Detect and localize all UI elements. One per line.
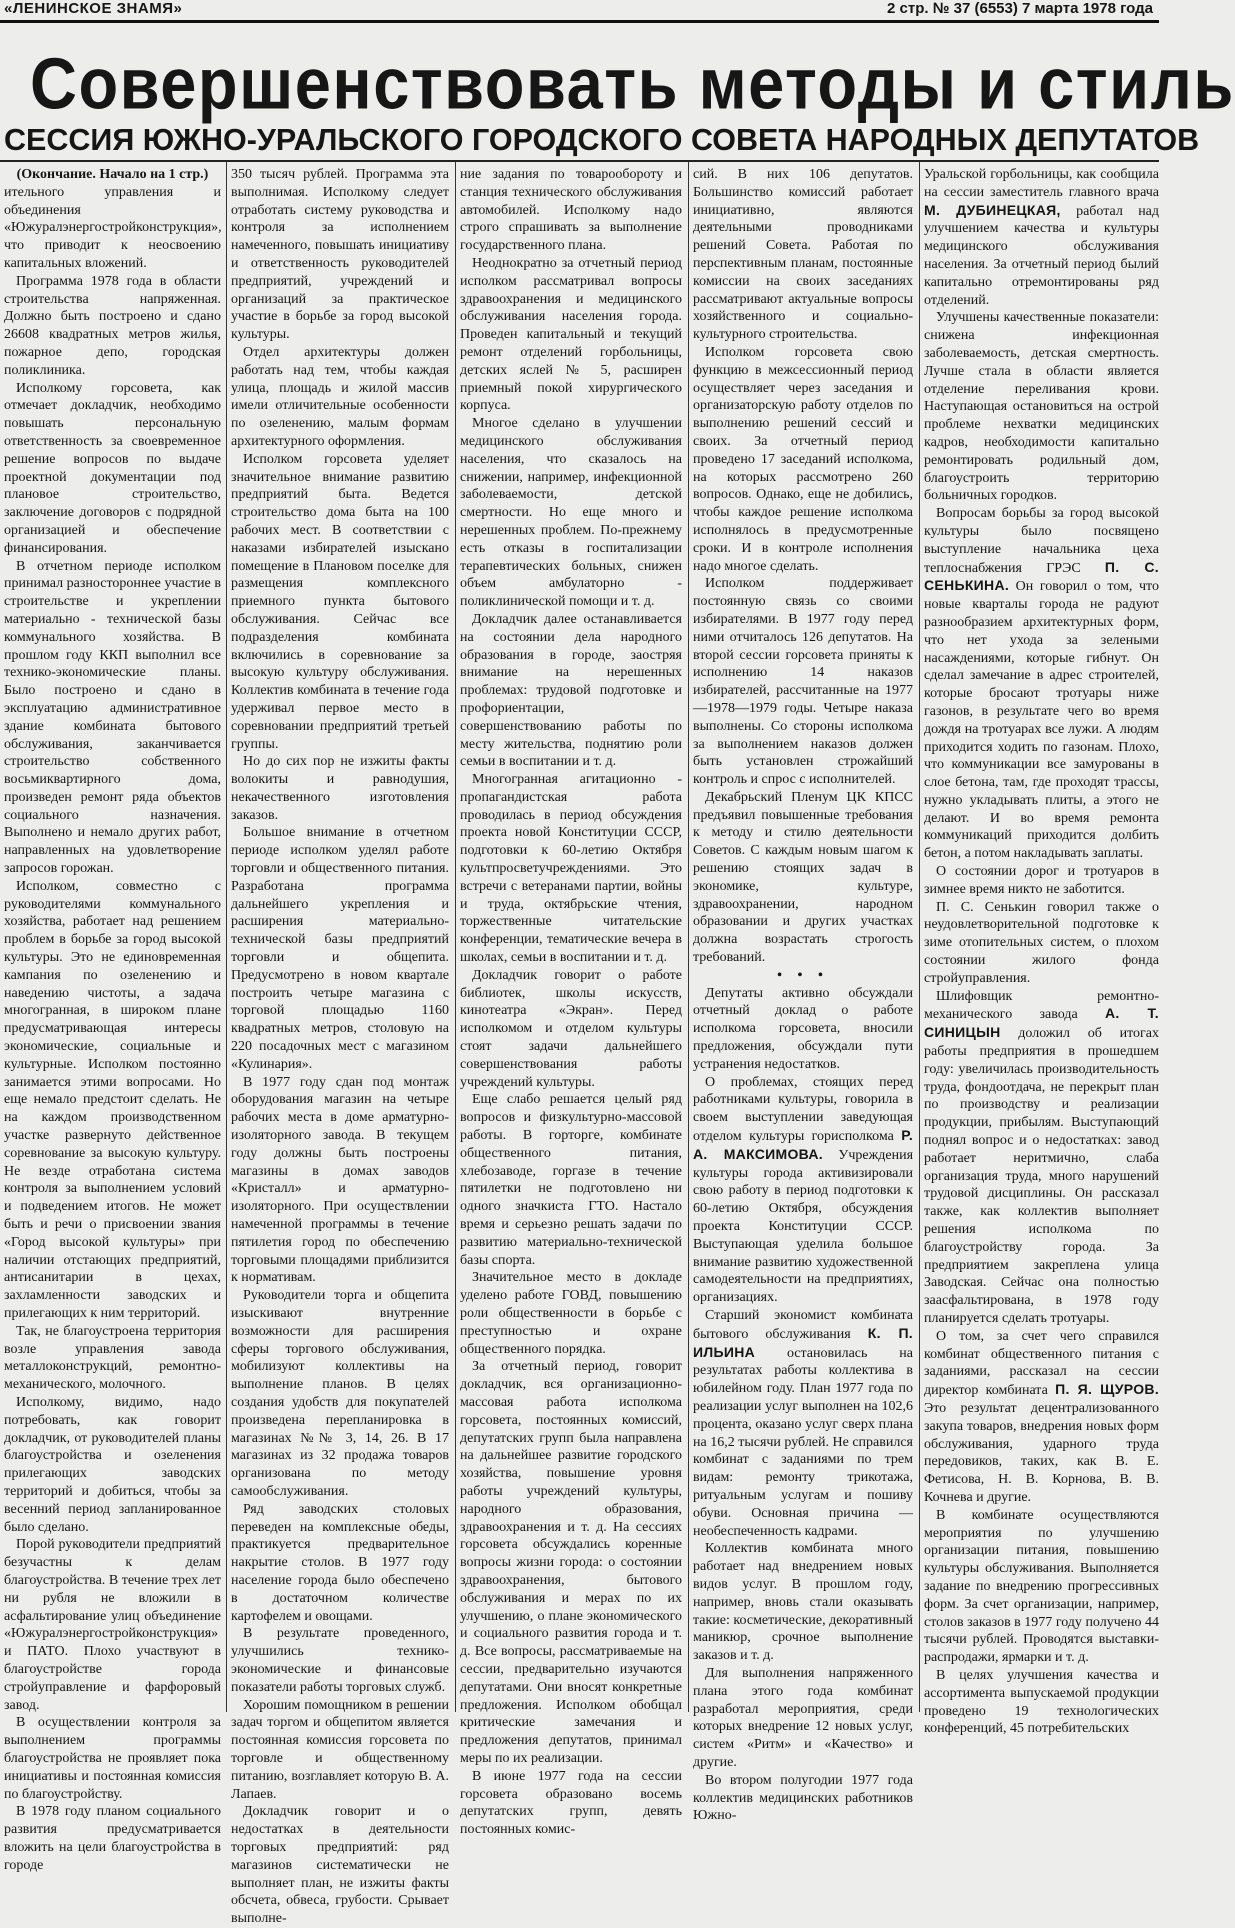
continuation-note: (Окончание. Начало на 1 стр.)	[16, 167, 209, 182]
paragraph: сий. В них 106 депутатов. Большинство комиссий работает инициативно, являются деятельными проводниками решений Совета. Работая по перспективным планам, постоянные комиссии на своих заседаниях рассматривают актуальные вопросы хозяйственного и социально-культурного строительства.	[693, 167, 913, 343]
paragraph-text: Вопросам борьбы за город высокой культуры было посвящено выступление начальника цеха теплоснабжения ГРЭС	[924, 506, 1159, 576]
paragraph: Большое внимание в отчетном периоде исполком уделял работе торговли и общественного питания. Разработана программа дальнейшего укрепления и расширения материально-технической базы предприятий торговли и общепита. Предусмотрено в новом квартале построить четыре магазина с торговой площадью 1160 квадратных метров, столовую на 220 посадочных мест с магазином «Кулинария».	[231, 825, 449, 1072]
paragraph-text: О проблемах, стоящих перед работниками культуры, говорила в своем выступлении заведующая отделом культуры горисполкома	[693, 1074, 913, 1145]
section-separator: • • •	[777, 967, 829, 983]
paragraph: В отчетном периоде исполком принимал разностороннее участие в строительстве и укреплении материально - технической базы коммунального хозяйства. В прошлом году ККП выполнил все технико-экономические планы. Было построено и сдано в эксплуатацию административное здание комбината бытового обслуживания, заканчивается строительство собственного восьмиквартирного дома, произведен ремонт ряда объектов социального назначения. Выполнено и немало других работ, направленных на удовлетворение запросов горожан.	[4, 558, 221, 877]
paragraph: Депутаты активно обсуждали отчетный доклад о работе исполкома горсовета, вносили предложения, обсуждали пути устранения недостатков.	[693, 985, 913, 1072]
paragraph: Порой руководители предприятий безучастны к делам благоустройства. В течение трех лет ни рубля не вложили в асфальтирование улиц объединение «Южуралэнергостройконструкция» и ПАТО. Плохо участвуют в благоустройстве города стройуправление и фарфоровый завод.	[4, 1537, 221, 1713]
paragraph: Исполком, совместно с руководителями коммунального хозяйства, работает над решением проблем в борьбе за город высокой культуры. Это не единовременная кампания по озеленению и наведению чистоты, а задача многогранная, в широком плане предусматривающая интересы экономические, социальные и культурные. Исполком постоянно занимается этими вопросами. Но еще немало предстоит сделать. Не на каждом производственном участке развернуто действенное соревнование за высокую культуру. Не везде отработана система контроля за выполнением условий и подведением итогов. Не может быть и речи о присвоении звания «Город высокой культуры» при наличии отстающих предприятий, антисанитарии в цехах, захламленности заводских и прилегающих к ним территорий.	[4, 878, 221, 1321]
paragraph: В целях улучшения качества и ассортимента выпускаемой продукции проведено 19 технологических конференций, 45 потребительских	[924, 1667, 1159, 1737]
paragraph: Значительное место в докладе уделено работе ГОВД, повышению роли общественности в борьбе с преступностью и охране общественного порядка.	[460, 1270, 682, 1357]
paragraph: Исполком горсовета свою функцию в межсессионный период осуществляет через заседания и организаторскую работу отделов по выполнению решений сессий и своих. За отчетный период проведено 17 заседаний исполкома, на которых рассмотрено 260 вопросов. Однако, еще не добились, чтобы каждое решение исполкома исполнялось в предусмотренные сроки. И в контроле исполнения надо многое сделать.	[693, 344, 913, 574]
column-divider	[688, 162, 689, 1712]
paragraph: В осуществлении контроля за выполнением программы благоустройства не проявляет пока инициативы и постоянная комиссия по благоустройству.	[4, 1715, 221, 1802]
paragraph: В 1978 году планом социального развития предусматривается вложить на цели благоустройства в городе	[4, 1804, 221, 1873]
paragraph	[693, 1074, 913, 1307]
column-divider	[226, 162, 227, 1712]
paragraph: В результате проведенного, улучшились технико-экономические и финансовые показатели работы торговых служб.	[231, 1626, 449, 1695]
paragraph: Хорошим помощником в решении задач торгом и общепитом является постоянная комиссия горсовета по торговле и общественному питанию, возглавляет которую В. А. Лапаев.	[231, 1697, 449, 1802]
paragraph-text: Учреждения культуры города активизировали свою работу в период подготовки к 60-летию Октября, обсуждения проекта Конституции СССР. Выступающая уделила большое внимание развитию художественной самодеятельности на предприятиях, организациях.	[693, 1147, 914, 1306]
paragraph: Так, не благоустроена территория возле управления завода металлоконструкций, ремонтно-механического, молочного.	[4, 1323, 221, 1393]
column-divider	[919, 162, 920, 1712]
speaker-name: Р. А. МАКСИМОВА.	[693, 1127, 914, 1162]
subheadline: СЕССИЯ ЮЖНО-УРАЛЬСКОГО ГОРОДСКОГО СОВЕТА НАРОДНЫХ ДЕПУТАТОВ	[4, 123, 1200, 157]
paragraph: Исполком горсовета уделяет значительное внимание развитию предприятий быта. Ведется строительство дома быта на 100 рабочих мест. В соответствии с наказами избирателей изыскано помещение в Плановом поселке для размещения комплексного приемного пункта бытового обслуживания. Сейчас все подразделения комбината включились в соревнование за высокую культуру обслуживания. Коллектив комбината в течение года удерживал первое место в соревновании предприятий третьей группы.	[231, 451, 449, 752]
paragraph: Докладчик говорит о работе библиотек, школы искусств, кинотеатра «Экран». Перед исполкомом и отделом культуры стоят задачи дальнейшего совершенствования работы учреждений культуры.	[460, 967, 682, 1090]
speaker-name: П. Я. ЩУРОВ.	[1055, 1381, 1160, 1398]
paragraph: Программа 1978 года в области строительства напряженная. Должно быть построено и сдано 26608 квадратных метров жилья, пожарное депо, городская поликлиника.	[4, 273, 221, 378]
paragraph-text: остановилась на результатах работы коллектива в юбилейном году. План 1977 года по реализации услуг выполнен на 102,6 процента, оказано услуг сверх плана на 16,2 тысячи рублей. Не справился комбинат с заданиями по трем видам: ремонту трикотажа, ритуальным услугам и пошиву обуви. Основная причина — необеспеченность кадрами.	[693, 1345, 914, 1539]
paragraph-text: Это результат децентрализованного закупа товаров, внедрения новых форм обслуживания, ударного труда передовиков, таких, как В. Е. Фетисова, Н. В. Корнова, В. В. Кочнева и другие.	[924, 1400, 1159, 1505]
paragraph: Неоднократно за отчетный период исполком рассматривал вопросы здравоохранения и медицинского обслуживания населения города. Проведен капитальный и текущий ремонт отделений горбольницы, детских яслей № 5, расширен приемный покой хирургического корпуса.	[460, 255, 682, 414]
paragraph	[924, 505, 1159, 863]
paragraph-text: Старший экономист комбината бытового обслуживания	[693, 1308, 913, 1342]
paragraph: В комбинате осуществляются мероприятия по улучшению организации питания, повышению культуры обслуживания. Выполняется задание по внедрению прогрессивных форм. За счет организации, например, столов заказов в 1977 году получено 44 тысячи рублей. Проводятся выставки-распродажи, ярмарки и т. д.	[924, 1507, 1159, 1666]
article-column-4	[693, 162, 914, 1824]
paragraph: Многогранная агитационно - пропагандистская работа проводилась в период обсуждения проекта новой Конституции СССР, подготовки к 60-летию Октября культпросветучреждениями. Это встречи с ветеранами партии, войны и труда, октябрьские чтения, торжественные читательские конференции, тематические вечера в школах, семьи в воспитании и т. д.	[460, 772, 682, 966]
speaker-name: М. ДУБИНЕЦКАЯ,	[924, 201, 1061, 218]
article-column-2	[231, 162, 449, 1927]
headline: Совершенствовать методы и стиль	[30, 42, 1235, 124]
paragraph: Для выполнения напряженного плана этого года комбинат разработал мероприятия, среди которых внедрение 12 новых услуг, систем «Ритм» и «Качество» и другие.	[693, 1665, 913, 1770]
paragraph-text: работал над улучшением качества и культуры медицинского обслуживания населения. За отчетный период былий капитально отремонтированы ряд отделений.	[924, 203, 1160, 308]
paragraph: О состоянии дорог и тротуаров в зимнее время никто не заботится.	[924, 864, 1159, 897]
paragraph: Но до сих пор не изжиты факты волокиты и равнодушия, некачественного изготовления заказов.	[231, 754, 449, 823]
speaker-name: А. Т. СИНИЦЫН	[924, 1005, 1159, 1041]
article-column-1	[4, 162, 222, 1873]
paragraph	[924, 988, 1159, 1328]
paragraph: ительного управления и объединения «Южуралэнергостройконструкция», что приводит к неосвоению капитальных вложений.	[4, 184, 222, 271]
paragraph: Улучшены качественные показатели: снижена инфекционная заболеваемость, детская смертность. Лучше стала в области является отделение переливания крови. Наступающая остановиться на острой проблеме нехватки медицинских кадров, необходимости капитально ремонтировать родильный дом, благоустроить территорию больничных городков.	[924, 310, 1159, 504]
article-column-5	[924, 162, 1160, 1737]
column-divider	[455, 162, 456, 1712]
paragraph: ние задания по товарообороту и станция технического обслуживания автомобилей. Исполкому надо строго спрашивать за выполнение государственного плана.	[460, 167, 682, 254]
paragraph: Исполкому, видимо, надо потребовать, как говорит докладчик, от руководителей планы благоустройства и озеленения прилегающих заводских территорий и добиться, чтобы за весенний период запланированное было сделано.	[4, 1394, 221, 1535]
paragraph	[693, 1307, 913, 1540]
paragraph: Докладчик далее останавливается на состоянии дела народного образования в городе, заостряя внимание на нерешенных проблемах: трудовой подготовке и профориентации, совершенствованию работы по месту жительства, поднятию роли семьи в воспитании и т. д.	[460, 611, 682, 770]
issue-info: 2 стр. № 37 (6553) 7 марта 1978 года	[887, 0, 1153, 17]
paragraph: Отдел архитектуры должен работать над тем, чтобы каждая улица, площадь и жилой массив имели отличительные особенности по озеленению, малым формам архитектурного оформления.	[231, 344, 449, 449]
paragraph: Еще слабо решается целый ряд вопросов и физкультурно-массовой работы. В горторге, комбинате общественного питания, хлебозаводе, горгазе в течение пятилетки не подготовлено ни одного значкиста ГТО. Настало время и серьезно решать задачи по развитию материально-технической базы спорта.	[460, 1092, 682, 1268]
speaker-name: К. П. ИЛЬИНА	[693, 1324, 914, 1360]
paragraph: П. С. Сенькин говорил также о неудовлетворительной подготовке к зиме отопительных систем, о плохом состоянии жилого фонда стройуправления.	[924, 899, 1159, 986]
paragraph: Руководители торга и общепита изыскивают внутренние возможности для расширения сферы торгового обслуживания, мобилизуют коллективы на выполнение планов. В целях создания удобств для покупателей произведена перепланировка в магазинах №№ 3, 14, 26. В 17 магазинах из 32 продажа товаров организована по методу самообслуживания.	[231, 1288, 449, 1499]
article-column-3	[460, 162, 682, 1838]
paragraph: За отчетный период, говорит докладчик, вся организационно-массовая работа исполкома горсовета, постоянных комиссий, депутатских групп была направлена на дальнейшее развитие городского хозяйства, повышение уровня работы учреждений культуры, народного образования, здравоохранения и т. д. На сессиях горсовета обсуждались коренные вопросы жизни города: о состоянии здравоохранения, бытового обслуживания и мерах по их улучшению, о плане экономического и социального развития города и т. д. Все вопросы, рассматриваемые на сессии, предварительно изучаются депутатами. Они вносят конкретные предложения. Исполком обобщал критические замечания и предложения депутатов, принимал меры по их реализации.	[460, 1359, 682, 1766]
paragraph: Докладчик говорит и о недостатках в деятельности торговых предприятий: ряд магазинов систематически не выполняет план, не изжиты факты обсчета, обвеса, грубости. Срывает выполне-	[231, 1804, 449, 1927]
paragraph: В июне 1977 года на сессии горсовета образовано восемь депутатских групп, девять постоянных комис-	[460, 1768, 682, 1838]
paragraph: Исполкому горсовета, как отмечает докладчик, необходимо повышать персональную ответственность за своевременное решение вопросов по выдаче проектной документации под плановое строительство, заключение договоров с подрядной организацией и обеспечение финансирования.	[4, 380, 221, 556]
paragraph: В 1977 году сдан под монтаж оборудования магазин на четыре рабочих места в доме арматурно-изоляторного завода. В текущем году должны быть построены магазины в домах заводов «Кристалл» и арматурно-изоляторного. При осуществлении намеченной программы в течение пятилетия город по обеспечению торговыми площадями приблизится к нормативам.	[231, 1074, 449, 1286]
paragraph: 350 тысяч рублей. Программа эта выполнимая. Исполкому следует отработать систему руководства и контроля за исполнением намеченного, повышать инициативу и ответственность руководителей предприятий, учреждений и организаций за практическое участие в борьбе за город высокой культуры.	[231, 167, 449, 343]
paragraph: Ряд заводских столовых переведен на комплексные обеды, практикуется предварительное накрытие столов. В 1977 году население города было обеспечено в достаточном количестве картофелем и овощами.	[231, 1501, 449, 1624]
paragraph-text: доложил об итогах работы предприятия в прошедшем году: увеличилась производительность труда, фондоотдача, не перекрыт план по производству и реализации продукции, прибылям. Выступающий поднял вопрос и о недостатках: завод работает неритмично, слаба организация труда, много нарушений трудовой дисциплины. Он рассказал также, как коллектив выполняет решения исполкома по благоустройству города. За предприятием закреплена улица Заводская. Сейчас она полностью заасфальтирована, в 1978 году планируется сделать тротуары.	[924, 1026, 1160, 1326]
paragraph-text: Шлифовщик ремонтно-механического завода	[924, 988, 1159, 1023]
paragraph-text: О том, за счет чего справился комбинат общественного питания с заданиями, рассказал на сессии директор комбината	[924, 1328, 1159, 1399]
paragraph	[924, 166, 1159, 309]
paragraph: Декабрьский Пленум ЦК КПСС предъявил повышенные требования к методу и стилю деятельности Советов. С каждым новым шагом к решению стоящих задач в экономике, культуре, здравоохранении, народном образовании и других участках должна возрастать строгость требований.	[693, 789, 913, 966]
newspaper-name: «ЛЕНИНСКОЕ ЗНАМЯ»	[4, 0, 183, 17]
paragraph: Многое сделано в улучшении медицинского обслуживания населения, что сказалось на снижении, например, инфекционной заболеваемости, детской смертности. Но еще много и нерешенных проблем. По-прежнему есть отказы в госпитализации терапевтических больных, снижен объем амбулаторно - поликлинической помощи и т. д.	[460, 416, 682, 610]
masthead	[0, 0, 1159, 23]
speaker-name: П. С. СЕНЬКИНА.	[924, 558, 1159, 594]
paragraph-text: Он говорил о том, что новые кварталы города не радуют разнообразием архитектурных форм, что нет ухода за зелеными насаждениями, которые гибнут. Он сделал замечание в адрес строителей, которые бросают тротуары ниже газонов, в результате чего во время дождя на тротуарах все лужи. А людям приходится ходить по газонам. Плохо, что коммуникации все замурованы в слое бетона, там, где проходят трассы, нужно укладывать плиты, а этого не делают. И во время ремонта коммуникаций приходится долбить бетон, а потом накладывать заплаты.	[924, 579, 1159, 862]
paragraph: Коллектив комбината много работает над внедрением новых видов услуг. В прошлом году, например, вновь стали оказывать такие: косметические, декоративный маникюр, срочное выполнение заказов и т. д.	[693, 1541, 913, 1664]
paragraph-text: Уральской горбольницы, как сообщила на сессии заместитель главного врача	[924, 167, 1159, 200]
paragraph: Во втором полугодии 1977 года коллектив медицинских работников Южно-	[693, 1772, 913, 1824]
paragraph	[924, 1328, 1159, 1507]
paragraph: Исполком поддерживает постоянную связь со своими избирателями. В 1977 году перед ними отчиталось 126 депутатов. На второй сессии горсовета приняты к исполнению 14 наказов избирателей, рассчитанные на 1977—1978—1979 годы. Четыре наказа выполнены. Со стороны исполкома за выполнением наказов должен быть установлен строжайший контроль и спрос с исполнителей.	[693, 576, 913, 788]
